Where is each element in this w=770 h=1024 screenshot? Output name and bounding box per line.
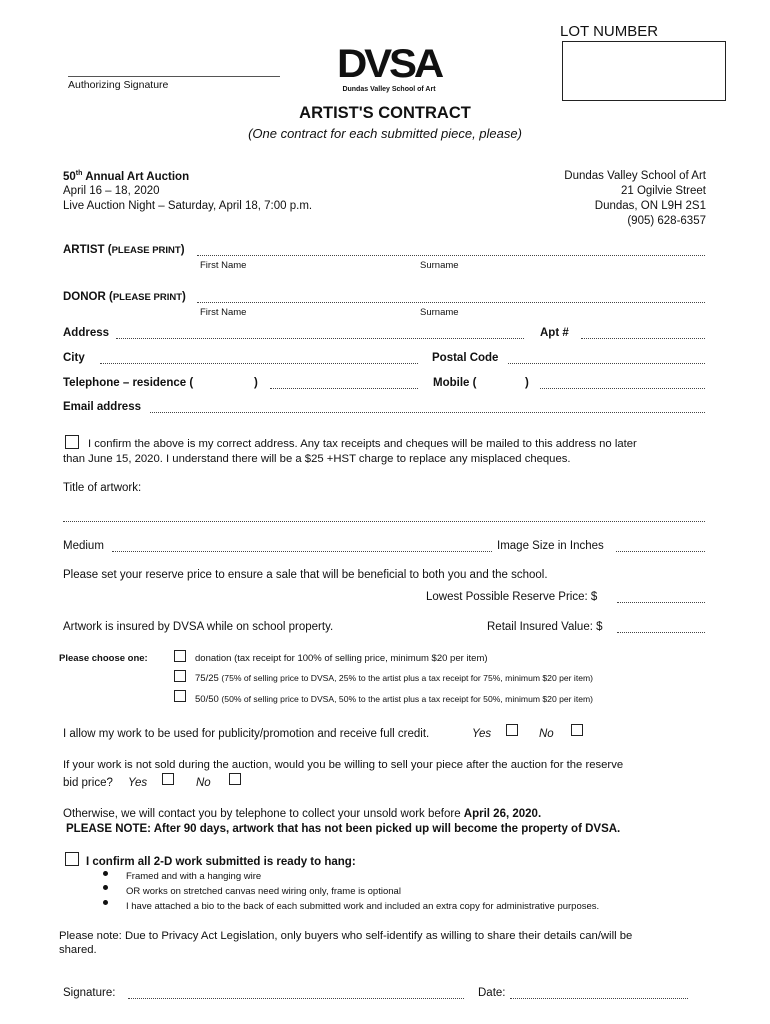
- postal-code-label: Postal Code: [432, 352, 499, 364]
- split-75-25-label: 75/25: [195, 673, 219, 684]
- bullet-icon: [103, 900, 108, 905]
- artist-label-text: ARTIST (: [63, 244, 112, 256]
- mobile-label: Mobile (: [433, 377, 477, 389]
- confirm-address-checkbox[interactable]: [65, 435, 79, 449]
- event-live-night: Live Auction Night – Saturday, April 18, 7:00 p.m.: [63, 200, 313, 212]
- hang-item-3: I have attached a bio to the back of each submitted work and included an extra copy for administrative purposes.: [126, 901, 600, 912]
- choose-one-label: Please choose one:: [59, 653, 148, 664]
- otherwise-text: [63, 808, 541, 820]
- artist-name-field[interactable]: [197, 255, 705, 256]
- publicity-yes-checkbox[interactable]: [506, 724, 518, 736]
- event-ordinal-suffix: th: [75, 170, 83, 177]
- telephone-field[interactable]: [270, 388, 418, 389]
- hang-item-1: Framed and with a hanging wire: [126, 871, 262, 882]
- publicity-no-checkbox[interactable]: [571, 724, 583, 736]
- event-ordinal: 50: [63, 170, 76, 183]
- school-name: Dundas Valley School of Art: [564, 170, 706, 182]
- page-subtitle: (One contract for each submitted piece, please): [248, 126, 522, 141]
- retail-value-label: Retail Insured Value: $: [487, 621, 603, 633]
- page-title: ARTIST'S CONTRACT: [299, 104, 471, 122]
- image-size-label: Image Size in Inches: [497, 540, 604, 552]
- split-50-50-label: 50/50: [195, 694, 219, 705]
- event-dates: April 16 – 18, 2020: [63, 185, 160, 197]
- lowest-reserve-field[interactable]: [617, 602, 705, 603]
- donation-option: donation (tax receipt for 100% of selling price, minimum $20 per item): [195, 653, 488, 664]
- split-50-50-option: [195, 694, 593, 705]
- dvsa-logo: [337, 44, 441, 93]
- city-field[interactable]: [100, 363, 418, 364]
- donor-label: [63, 291, 186, 303]
- unsold-bid-price: bid price?: [63, 777, 113, 789]
- ready-to-hang-checkbox[interactable]: [65, 852, 79, 866]
- otherwise-sentence: Otherwise, we will contact you by telephone to collect your unsold work before: [63, 808, 464, 820]
- date-field[interactable]: [510, 998, 688, 999]
- medium-label: Medium: [63, 540, 104, 552]
- authorizing-signature-line[interactable]: [68, 76, 280, 77]
- artwork-title-field[interactable]: [63, 521, 705, 522]
- lot-number-box[interactable]: [562, 41, 726, 101]
- privacy-note-2: shared.: [59, 944, 97, 956]
- unsold-no-checkbox[interactable]: [229, 773, 241, 785]
- split-75-25-option: [195, 673, 593, 684]
- mobile-field[interactable]: [540, 388, 705, 389]
- donor-paren: ): [182, 291, 186, 303]
- image-size-field[interactable]: [616, 551, 705, 552]
- telephone-residence-label: Telephone – residence (: [63, 377, 194, 389]
- donor-label-text: DONOR (: [63, 291, 113, 303]
- email-label: Email address: [63, 401, 141, 413]
- publicity-yes-label: Yes: [472, 728, 492, 740]
- signature-field[interactable]: [128, 998, 464, 999]
- lowest-reserve-label: Lowest Possible Reserve Price: $: [426, 591, 598, 603]
- artist-surname-caption: Surname: [420, 260, 459, 271]
- apt-label: Apt #: [540, 327, 569, 339]
- artist-first-name-caption: First Name: [200, 260, 247, 271]
- ready-to-hang-label: I confirm all 2-D work submitted is ready to hang:: [86, 856, 356, 868]
- insured-note: Artwork is insured by DVSA while on school property.: [63, 621, 334, 633]
- unsold-text: If your work is not sold during the auction, would you be willing to sell your piece after the auction for the reserve: [63, 759, 624, 771]
- bullet-icon: [103, 885, 108, 890]
- email-field[interactable]: [150, 412, 705, 413]
- please-note-bold: PLEASE NOTE: After 90 days, artwork that has not been picked up will become the property of DVSA.: [66, 823, 621, 835]
- publicity-text: I allow my work to be used for publicity/promotion and receive full credit.: [63, 728, 430, 740]
- school-phone: (905) 628-6357: [627, 215, 706, 227]
- artist-label: [63, 244, 185, 256]
- school-city: Dundas, ON L9H 2S1: [594, 200, 706, 212]
- please-print: PLEASE PRINT: [111, 245, 181, 256]
- split-75-25-checkbox[interactable]: [174, 670, 186, 682]
- logo-subtitle: Dundas Valley School of Art: [342, 86, 436, 93]
- apt-field[interactable]: [581, 338, 705, 339]
- artwork-title-label: Title of artwork:: [63, 482, 142, 494]
- city-label: City: [63, 352, 85, 364]
- hang-item-2: OR works on stretched canvas need wiring only, frame is optional: [126, 886, 401, 897]
- reserve-note: Please set your reserve price to ensure a sale that will be beneficial to both you and the school.: [63, 569, 548, 581]
- unsold-no-label: No: [196, 777, 211, 789]
- retail-value-field[interactable]: [617, 632, 705, 633]
- logo-letters: DVSA: [336, 42, 442, 86]
- privacy-note: Please note: Due to Privacy Act Legislation, only buyers who self-identify as willing to share their details can/will be: [59, 930, 633, 942]
- postal-code-field[interactable]: [508, 363, 705, 364]
- address-label: Address: [63, 327, 110, 339]
- telephone-paren: ): [254, 377, 258, 389]
- bullet-icon: [103, 871, 108, 876]
- school-street: 21 Ogilvie Street: [620, 185, 706, 197]
- confirm-address-text-2: than June 15, 2020. I understand there will be a $25 +HST charge to replace any misplaced cheques.: [63, 453, 571, 465]
- donation-checkbox[interactable]: [174, 650, 186, 662]
- event-name: [63, 170, 189, 183]
- unsold-yes-checkbox[interactable]: [162, 773, 174, 785]
- please-print: PLEASE PRINT: [112, 292, 182, 303]
- split-75-25-detail: (75% of selling price to DVSA, 25% to the artist plus a tax receipt for 75%, minimum $20 per item): [221, 673, 594, 683]
- split-50-50-detail: (50% of selling price to DVSA, 50% to the artist plus a tax receipt for 50%, minimum $20 per item): [221, 694, 594, 704]
- donor-first-name-caption: First Name: [200, 307, 247, 318]
- publicity-no-label: No: [539, 728, 554, 740]
- donor-surname-caption: Surname: [420, 307, 459, 318]
- signature-label: Signature:: [63, 987, 116, 999]
- mobile-paren: ): [525, 377, 529, 389]
- medium-field[interactable]: [112, 551, 492, 552]
- authorizing-signature-label: Authorizing Signature: [68, 79, 169, 91]
- event-title: Annual Art Auction: [85, 170, 190, 183]
- unsold-yes-label: Yes: [128, 777, 148, 789]
- otherwise-deadline: April 26, 2020.: [463, 808, 542, 820]
- donor-name-field[interactable]: [197, 302, 705, 303]
- address-field[interactable]: [116, 338, 524, 339]
- lot-number-label: LOT NUMBER: [560, 23, 659, 40]
- artist-paren: ): [180, 244, 185, 256]
- date-label: Date:: [478, 987, 506, 999]
- confirm-address-text: I confirm the above is my correct address. Any tax receipts and cheques will be mailed to this address no later: [88, 438, 637, 450]
- split-50-50-checkbox[interactable]: [174, 690, 186, 702]
